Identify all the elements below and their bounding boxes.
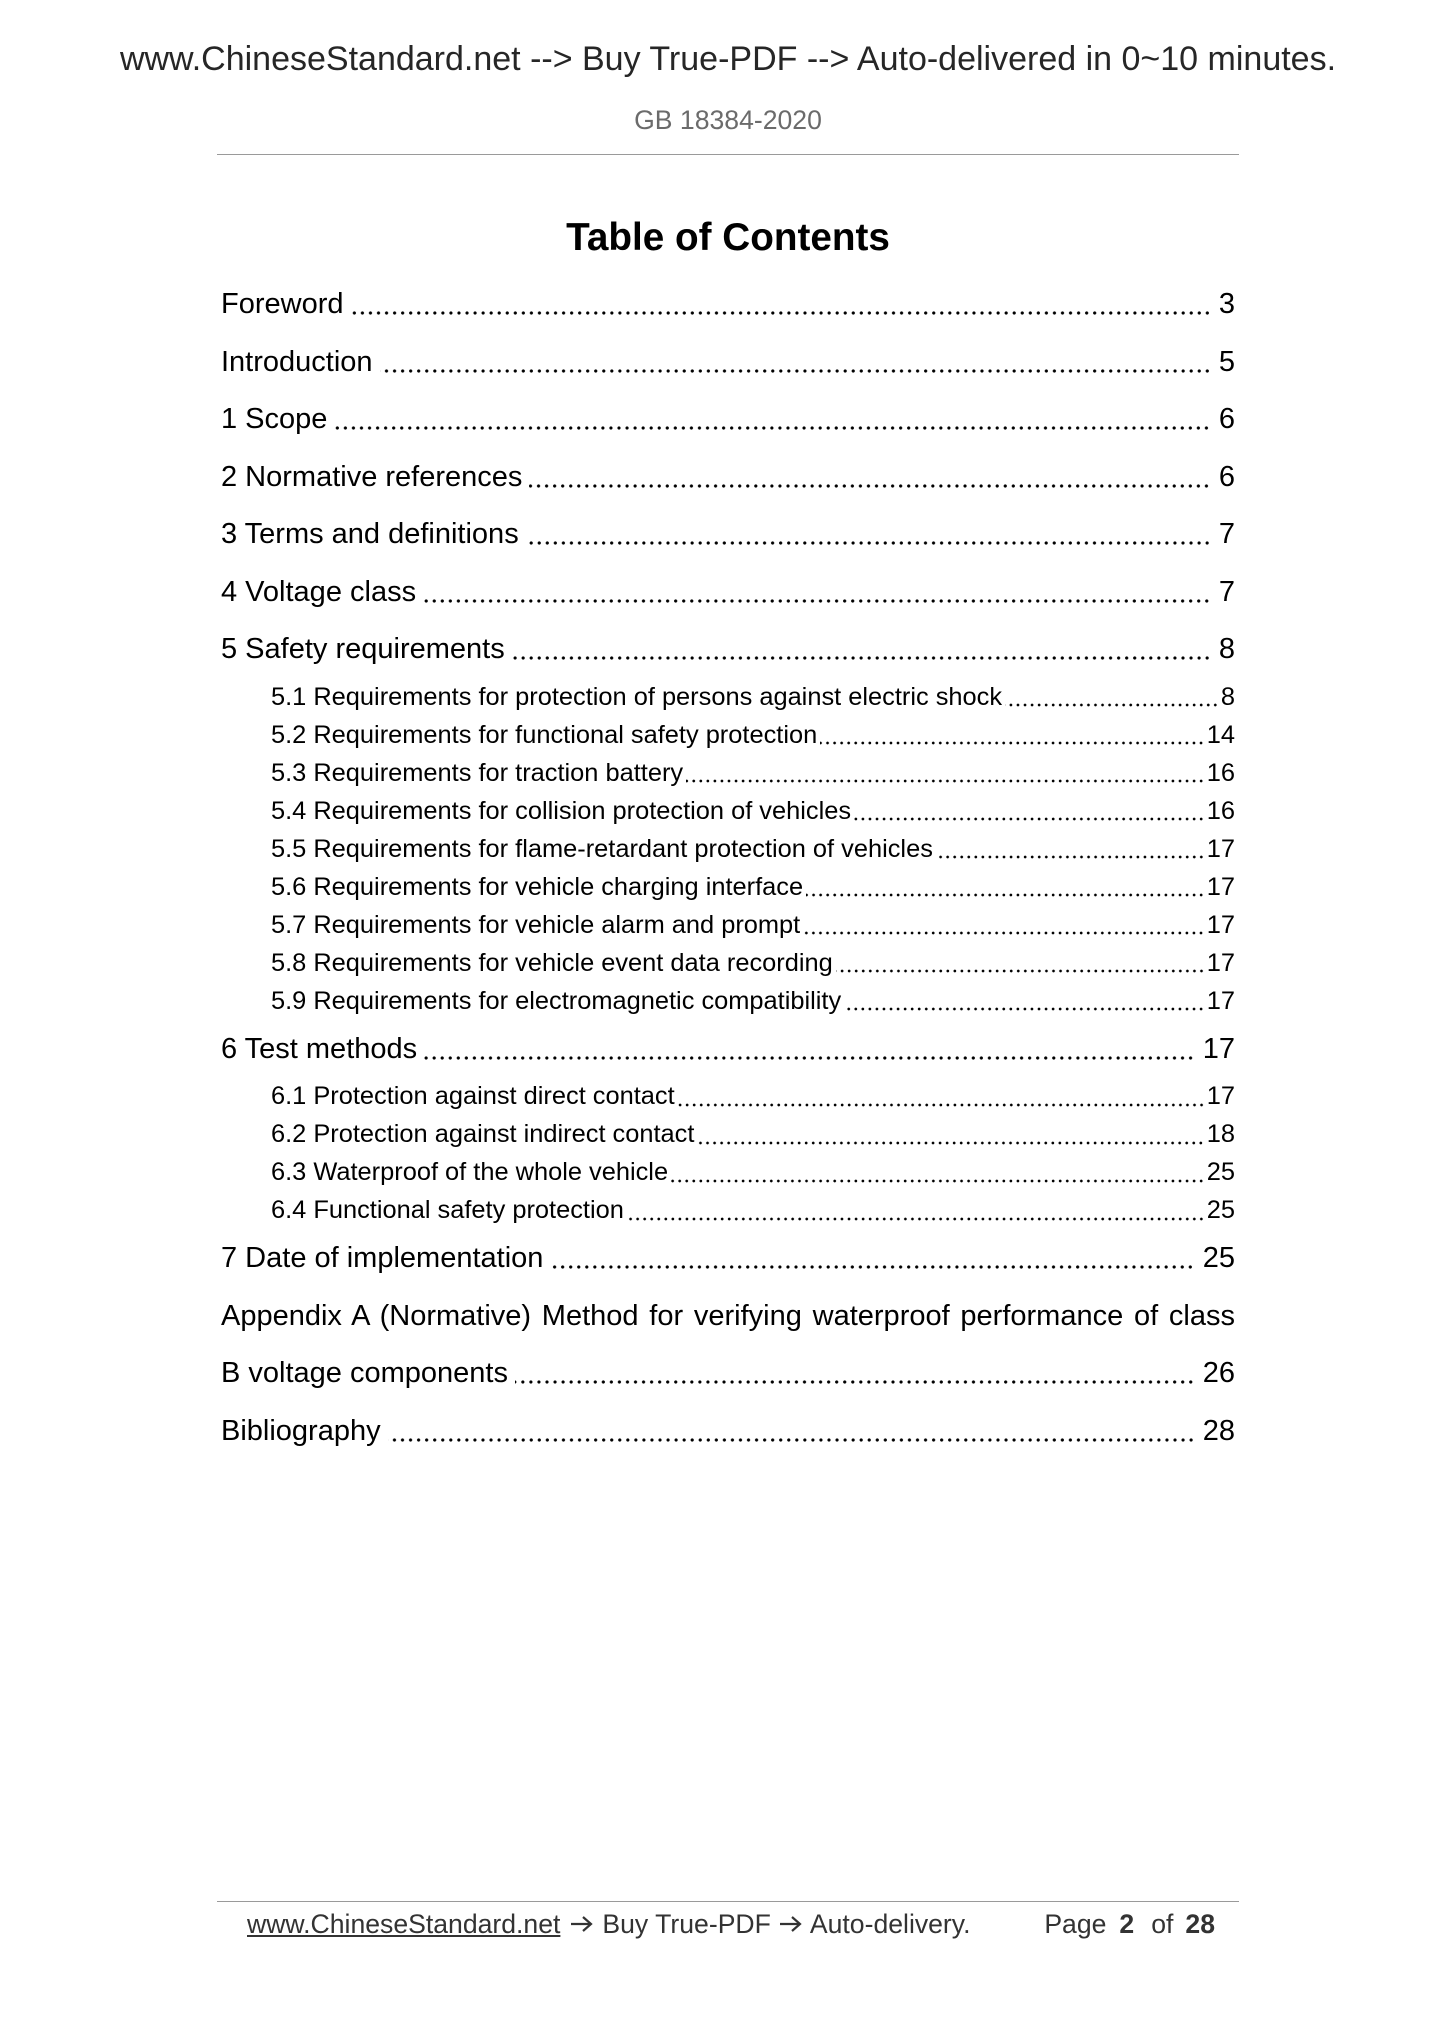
toc-subentry-5-1[interactable] <box>221 679 1235 717</box>
arrow-right-icon <box>779 1914 803 1934</box>
dot-leader <box>803 907 1205 945</box>
toc-entry-page: 25 <box>1202 1242 1235 1275</box>
dot-leader <box>836 945 1205 983</box>
toc-entry-page: 28 <box>1202 1414 1235 1447</box>
toc-subentry-5-3[interactable] <box>221 755 1235 793</box>
toc-subentry-5-2[interactable] <box>221 717 1235 755</box>
toc-entry-page: 18 <box>1206 1120 1235 1149</box>
toc-entry-page: 17 <box>1206 948 1235 977</box>
dot-leader <box>529 449 1210 507</box>
toc-entry-label: 5 Safety requirements <box>221 633 505 666</box>
toc-entry-label: 6 Test methods <box>221 1032 418 1065</box>
page-title: Table of Contents <box>566 216 890 259</box>
toc-entry-page: 26 <box>1202 1357 1235 1390</box>
dot-leader <box>697 1116 1204 1154</box>
header-divider <box>217 154 1239 155</box>
toc-entry-page: 7 <box>1218 575 1235 608</box>
toc-entry-label: 3 Terms and definitions <box>221 518 519 551</box>
toc-entry-page: 16 <box>1206 796 1235 825</box>
toc-entry-introduction[interactable] <box>221 334 1235 392</box>
toc-subentry-5-9[interactable] <box>221 983 1235 1021</box>
dot-leader <box>550 1230 1194 1288</box>
current-page-number: 2 <box>1119 1908 1135 1939</box>
document-code: GB 18384-2020 <box>634 105 822 135</box>
toc-entry-page: 17 <box>1206 872 1235 901</box>
toc-subentry-5-8[interactable] <box>221 945 1235 983</box>
dot-leader <box>686 755 1205 793</box>
toc-entry-label: 6.4 Functional safety protection <box>271 1196 624 1225</box>
footer-divider <box>217 1901 1239 1902</box>
toc-entry-label: Bibliography <box>221 1414 381 1447</box>
dot-leader <box>820 717 1205 755</box>
toc-entry-page: 6 <box>1218 460 1235 493</box>
dot-leader <box>351 276 1211 334</box>
toc-subentry-5-5[interactable] <box>221 831 1235 869</box>
footer-buy-text: Buy True-PDF <box>602 1908 771 1939</box>
toc-entry-safety-requirements[interactable] <box>221 621 1235 679</box>
toc-entry-test-methods[interactable] <box>221 1021 1235 1079</box>
toc-entry-page: 7 <box>1218 518 1235 551</box>
toc-entry-page: 8 <box>1220 682 1235 711</box>
dot-leader <box>844 983 1205 1021</box>
table-of-contents <box>221 276 1235 1460</box>
toc-entry-label: 5.4 Requirements for collision protection of vehicles <box>271 796 852 825</box>
toc-entry-label: 5.9 Requirements for electromagnetic compatibility <box>271 986 842 1015</box>
toc-entry-bibliography[interactable] <box>221 1403 1235 1461</box>
toc-entry-terms-and-definitions[interactable] <box>221 506 1235 564</box>
toc-entry-label: Foreword <box>221 288 344 321</box>
toc-entry-page: 17 <box>1206 986 1235 1015</box>
toc-entry-label: 5.5 Requirements for flame-retardant protection of vehicles <box>271 834 933 863</box>
dot-leader <box>388 1403 1195 1461</box>
toc-entry-label: 6.3 Waterproof of the whole vehicle <box>271 1158 669 1187</box>
dot-leader <box>423 564 1211 622</box>
toc-entry-label: 5.1 Requirements for protection of persons against electric shock <box>271 682 1003 711</box>
toc-entry-label: 4 Voltage class <box>221 575 417 608</box>
toc-entry-page: 25 <box>1206 1158 1235 1187</box>
toc-subentry-6-2[interactable] <box>221 1116 1235 1154</box>
toc-entry-label: 7 Date of implementation <box>221 1242 544 1275</box>
toc-entry-label: 5.6 Requirements for vehicle charging interface <box>271 872 804 901</box>
toc-entry-line <box>221 1345 1235 1403</box>
toc-entry-label: 2 Normative references <box>221 460 523 493</box>
total-pages-number: 28 <box>1185 1908 1215 1939</box>
toc-entry-page: 16 <box>1206 758 1235 787</box>
toc-subentry-5-6[interactable] <box>221 869 1235 907</box>
dot-leader <box>380 334 1211 392</box>
toc-entry-foreword[interactable] <box>221 276 1235 334</box>
toc-entry-label: 5.7 Requirements for vehicle alarm and prompt <box>271 910 801 939</box>
footer-promo <box>247 1907 971 1941</box>
toc-entry-label: Introduction <box>221 345 373 378</box>
toc-entry-normative-references[interactable] <box>221 449 1235 507</box>
dot-leader <box>515 1345 1195 1403</box>
arrow-right-icon <box>570 1914 594 1934</box>
toc-entry-label: 1 Scope <box>221 403 328 436</box>
toc-subentry-6-4[interactable] <box>221 1192 1235 1230</box>
toc-entry-page: 6 <box>1218 403 1235 436</box>
footer-delivery-text: Auto-delivery. <box>809 1908 971 1939</box>
toc-entry-label: 6.2 Protection against indirect contact <box>271 1120 695 1149</box>
toc-entry-voltage-class[interactable] <box>221 564 1235 622</box>
website-link[interactable]: www.ChineseStandard.net <box>247 1908 561 1939</box>
toc-entry-page: 17 <box>1206 1082 1235 1111</box>
dot-leader <box>678 1078 1205 1116</box>
page-label: Page <box>1044 1908 1107 1939</box>
toc-entry-label: 5.8 Requirements for vehicle event data recording <box>271 948 833 977</box>
dot-leader <box>936 831 1205 869</box>
toc-entry-scope[interactable] <box>221 391 1235 449</box>
toc-entry-page: 5 <box>1218 345 1235 378</box>
toc-entry-label: Appendix A (Normative) Method for verifying waterproof performance of class <box>221 1299 1235 1332</box>
dot-leader <box>1005 679 1219 717</box>
toc-entry-page: 3 <box>1218 288 1235 321</box>
toc-entry-page: 17 <box>1206 910 1235 939</box>
dot-leader <box>512 621 1211 679</box>
toc-entry-label-continued: B voltage components <box>221 1357 508 1390</box>
toc-entry-page: 8 <box>1218 633 1235 666</box>
toc-entry-page: 25 <box>1206 1196 1235 1225</box>
toc-subentry-5-7[interactable] <box>221 907 1235 945</box>
dot-leader <box>806 869 1205 907</box>
toc-subentry-6-3[interactable] <box>221 1154 1235 1192</box>
dot-leader <box>671 1154 1205 1192</box>
promo-banner: www.ChineseStandard.net --> Buy True-PDF --> Auto-delivered in 0~10 minutes. <box>119 40 1337 78</box>
toc-subentry-5-4[interactable] <box>221 793 1235 831</box>
dot-leader <box>424 1021 1195 1079</box>
toc-entry-page: 17 <box>1202 1032 1235 1065</box>
page-indicator <box>1044 1907 1215 1941</box>
toc-entry-date-of-implementation[interactable] <box>221 1230 1235 1288</box>
dot-leader <box>627 1192 1205 1230</box>
dot-leader <box>526 506 1211 564</box>
page-of-label: of <box>1151 1908 1174 1939</box>
toc-subentry-6-1[interactable] <box>221 1078 1235 1116</box>
dot-leader <box>854 793 1205 831</box>
toc-entry-label: 6.1 Protection against direct contact <box>271 1082 675 1111</box>
toc-entry-label: 5.3 Requirements for traction battery <box>271 758 684 787</box>
dot-leader <box>334 391 1210 449</box>
toc-entry-page: 17 <box>1206 834 1235 863</box>
toc-entry-page: 14 <box>1206 720 1235 749</box>
toc-entry-label: 5.2 Requirements for functional safety protection <box>271 720 818 749</box>
toc-entry-appendix-a[interactable] <box>221 1288 1235 1403</box>
